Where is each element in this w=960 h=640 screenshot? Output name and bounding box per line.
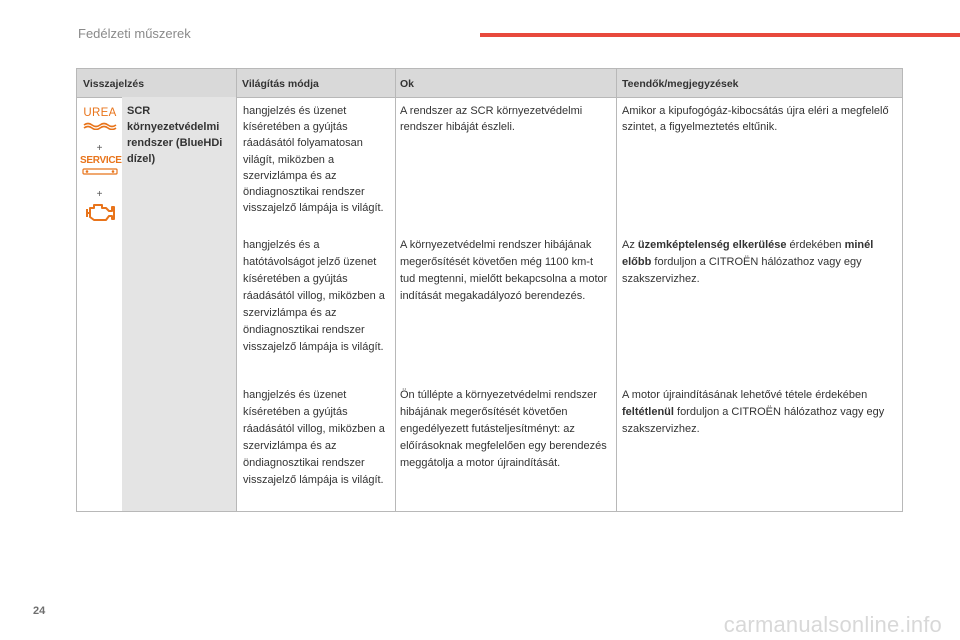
watermark: carmanualsonline.info bbox=[723, 612, 942, 637]
row2-action-text: forduljon a CITROËN hálózathoz vagy egy szakszervizhez. bbox=[622, 256, 862, 285]
row2-action-emphasis: üzemképtelenség elkerülése bbox=[637, 239, 787, 251]
row2-action-text: érdekében bbox=[786, 239, 845, 251]
row3-cause: Ön túllépte a környezetvédelmi rendszer hibájának megerősítését követően engedélyezett futásteljesítményt: az előírásoknak megfelelően egy berendezés meggátolja a motor újraindítását. bbox=[400, 389, 607, 469]
column-header-cause: Ok bbox=[400, 78, 415, 90]
row3-lighting: hangjelzés és üzenet kíséretében a gyújtás ráadásától villog, miközben a szervizlámpa és az öndiagnosztikai rendszer visszajelző lámpája is világít. bbox=[243, 389, 385, 486]
service-wrench-icon: SERVICE bbox=[80, 155, 120, 182]
row3-action-text: A motor újraindításának lehetővé tétele érdekében bbox=[622, 389, 868, 401]
row1-cause: A rendszer az SCR környezetvédelmi rendszer hibáját észleli. bbox=[400, 105, 583, 134]
column-divider bbox=[616, 69, 617, 511]
row3-action-emphasis: feltétlenül bbox=[622, 406, 674, 418]
urea-warning-icon: UREA bbox=[82, 107, 118, 135]
column-header-indicator: Visszajelzés bbox=[83, 78, 145, 90]
plus-sign: + bbox=[96, 189, 103, 200]
column-divider bbox=[395, 69, 396, 511]
row2-cause: A környezetvédelmi rendszer hibájának megerősítését követően még 1100 km-t tud megtenni, mielőtt bekapcsolna a motor indítását megakadályozó berendezés. bbox=[400, 239, 608, 302]
page-number: 24 bbox=[33, 605, 46, 617]
row1-action: Amikor a kipufogógáz-kibocsátás újra eléri a megfelelő szintet, a figyelmeztetés eltűnik. bbox=[622, 105, 889, 134]
page-header-title: Fedélzeti műszerek bbox=[78, 26, 191, 41]
row3-action-text: forduljon a CITROËN hálózathoz vagy egy szakszervizhez. bbox=[622, 406, 885, 435]
row2-action-text: Az bbox=[622, 239, 638, 251]
column-divider bbox=[236, 69, 237, 511]
row2-action-emphasis: minél előbb bbox=[622, 239, 874, 268]
plus-sign: + bbox=[96, 143, 103, 154]
header-accent-bar bbox=[480, 33, 960, 37]
engine-warning-icon bbox=[84, 201, 116, 230]
row3-action bbox=[622, 387, 900, 438]
column-header-lighting: Világítás módja bbox=[242, 78, 319, 90]
table-header-row bbox=[77, 69, 902, 98]
row2-action bbox=[622, 237, 894, 288]
row2-lighting: hangjelzés és a hatótávolságot jelző üzenet kíséretében a gyújtás ráadásától villog, miközben a szervizlámpa és az öndiagnosztikai rendszer visszajelző lámpája is világít. bbox=[243, 239, 385, 353]
indicator-table bbox=[76, 68, 903, 512]
row1-lighting: hangjelzés és üzenet kíséretében a gyújtás ráadásától folyamatosan világít, miközben a szervizlámpa és az öndiagnosztikai rendszer visszajelző lámpája is világít. bbox=[243, 105, 384, 215]
column-header-action: Teendők/megjegyzések bbox=[622, 78, 739, 90]
indicator-name: SCR környezetvédelmi rendszer (BlueHDi dízel) bbox=[127, 105, 223, 165]
